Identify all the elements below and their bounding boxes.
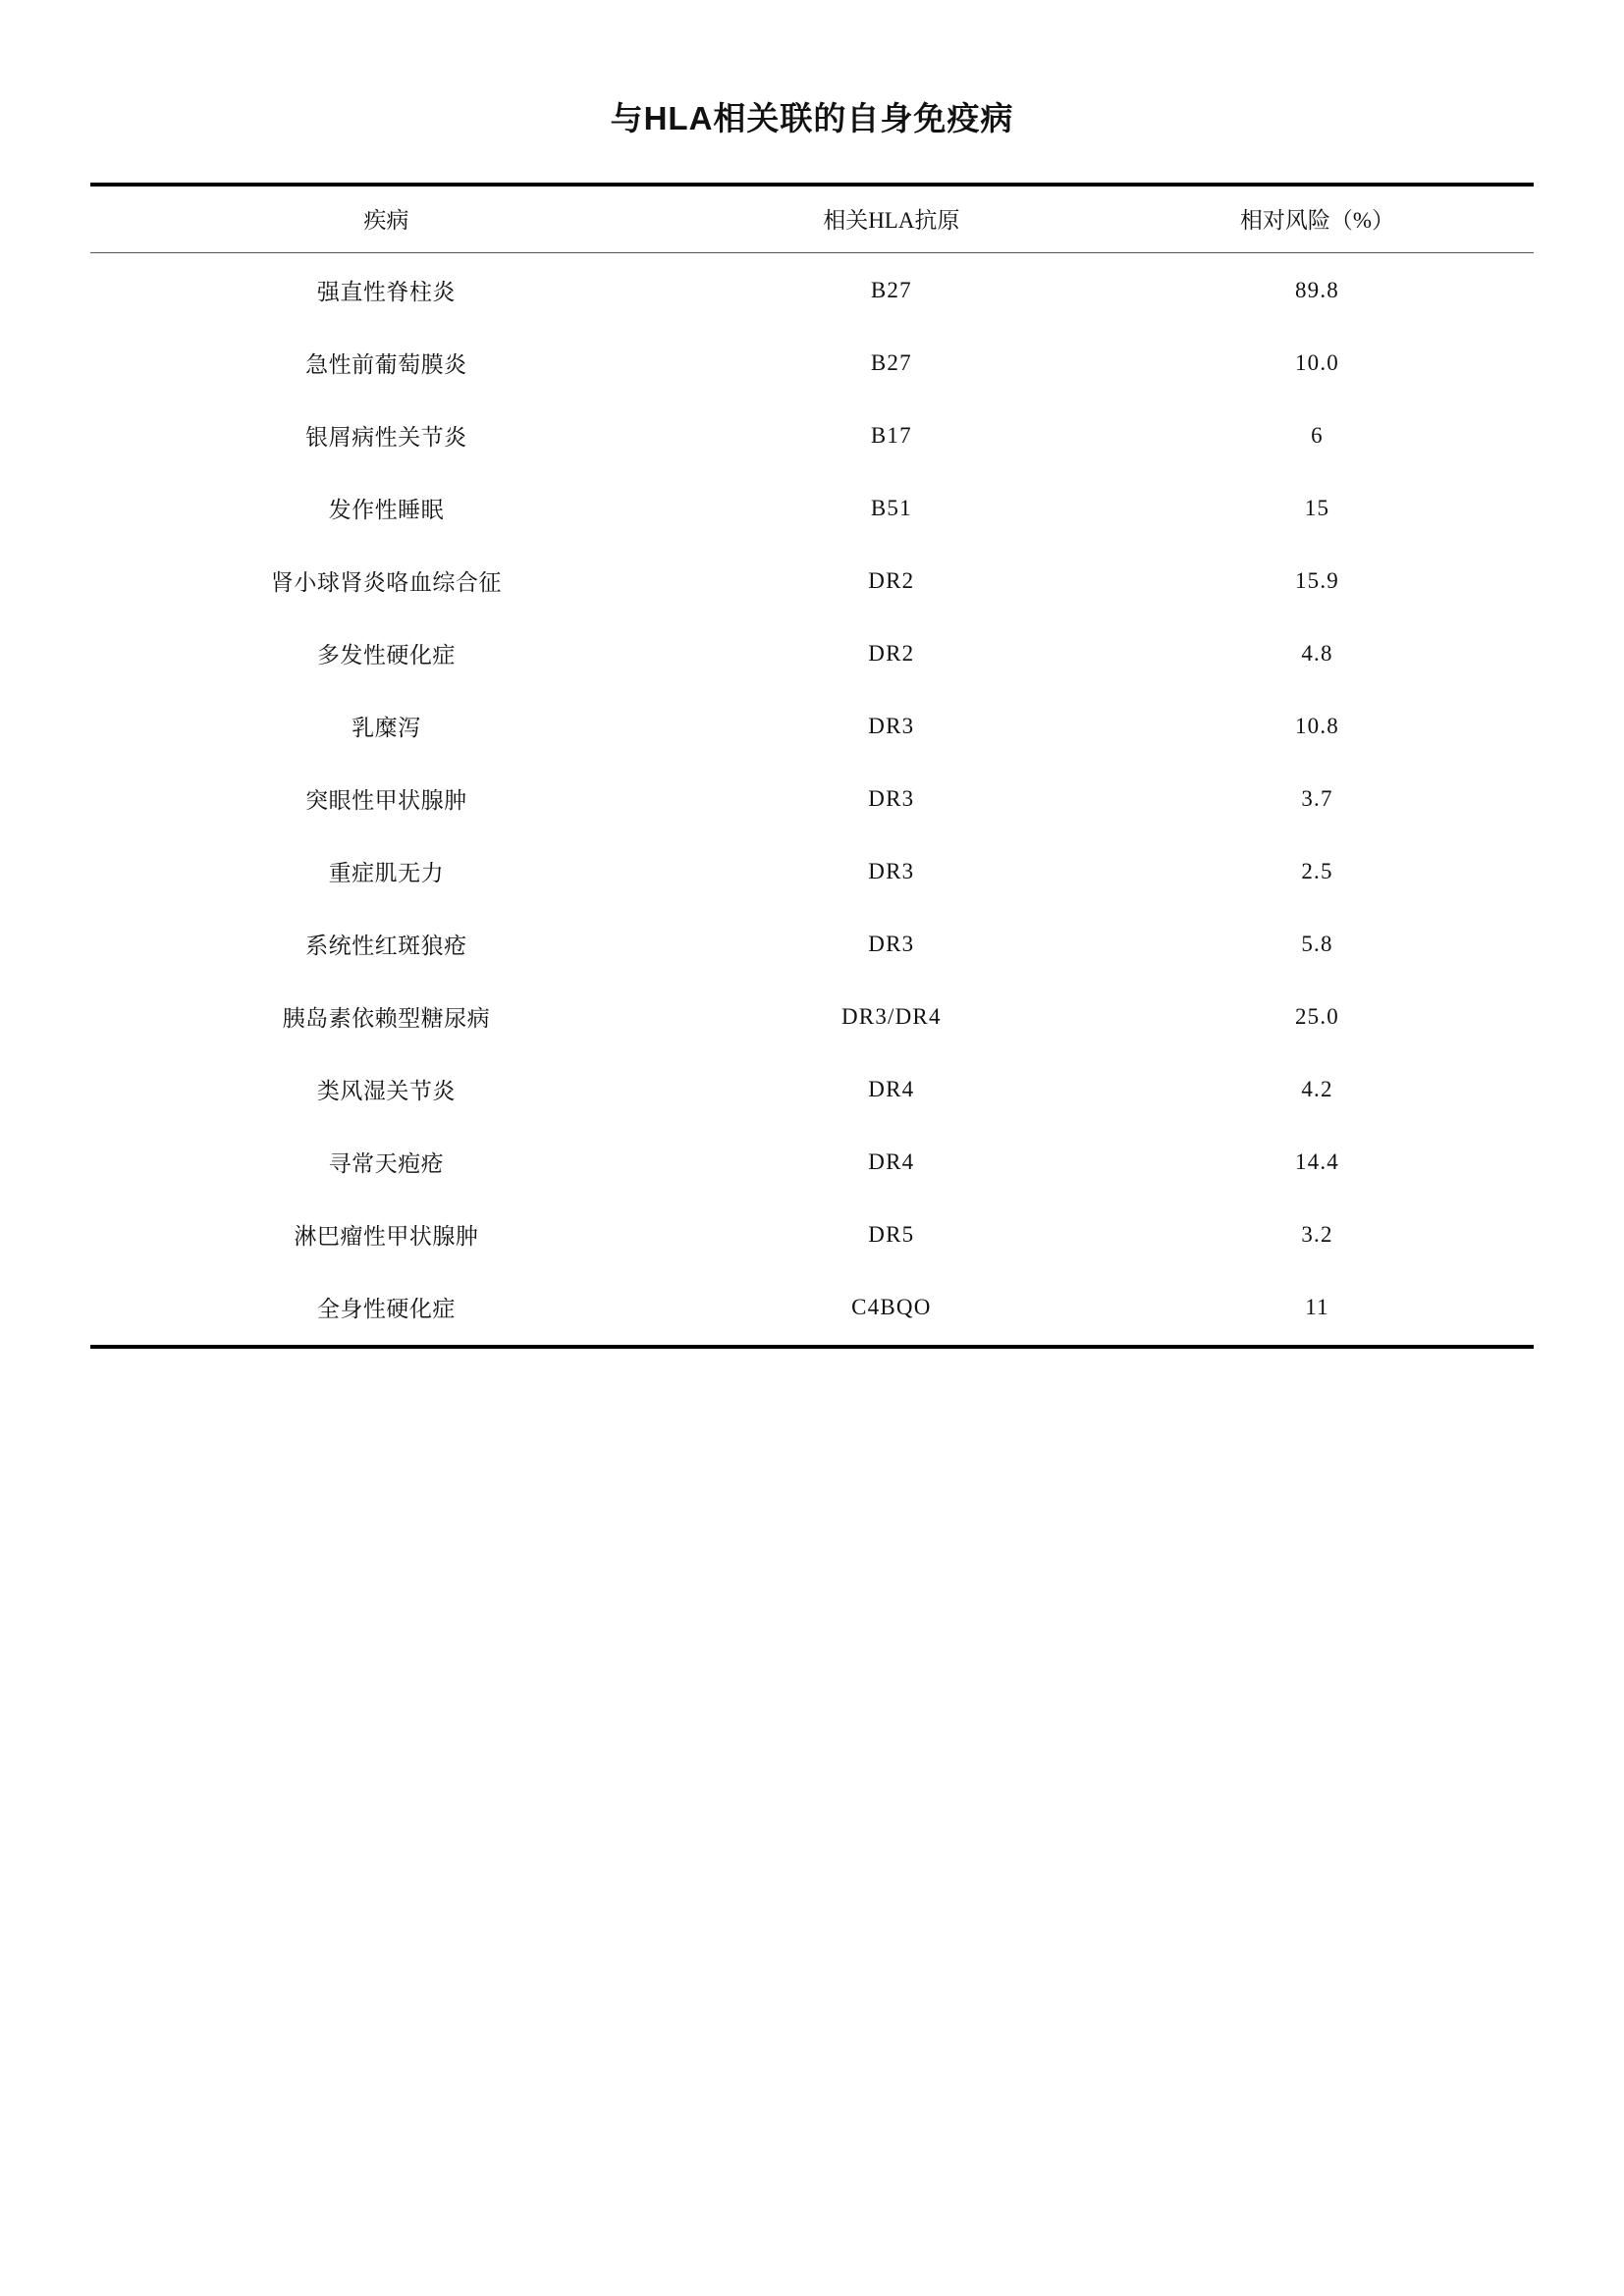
table-row <box>90 1270 1534 1345</box>
cell-disease: 多发性硬化症 <box>316 643 456 667</box>
cell-antigen: DR3/DR4 <box>840 1003 942 1029</box>
cell-relative-risk: 11 <box>1305 1294 1329 1319</box>
cell-relative-risk: 2.5 <box>1301 858 1333 883</box>
cell-antigen: DR3 <box>868 713 915 738</box>
cell-relative-risk: 15 <box>1304 495 1330 520</box>
cell-relative-risk: 25.0 <box>1294 1003 1340 1029</box>
table-row <box>90 253 1534 327</box>
cell-disease: 突眼性甲状腺肿 <box>305 788 467 813</box>
cell-relative-risk: 10.0 <box>1294 349 1340 375</box>
table-row <box>90 1125 1534 1198</box>
cell-disease: 重症肌无力 <box>328 861 445 885</box>
cell-relative-risk: 15.9 <box>1294 567 1340 593</box>
cell-disease: 寻常天疱疮 <box>328 1151 445 1176</box>
cell-antigen: B27 <box>870 349 912 375</box>
cell-antigen: DR3 <box>868 785 915 811</box>
cell-disease: 强直性脊柱炎 <box>316 280 456 304</box>
cell-antigen: DR3 <box>868 931 915 956</box>
cell-disease: 淋巴瘤性甲状腺肿 <box>294 1224 479 1249</box>
column-header-risk: 相对风险（%） <box>1239 208 1395 233</box>
cell-disease: 乳糜泻 <box>352 716 421 740</box>
cell-relative-risk: 4.2 <box>1301 1076 1333 1101</box>
cell-antigen: DR4 <box>868 1148 915 1174</box>
column-header-disease: 疾病 <box>363 208 409 233</box>
hla-association-table <box>90 183 1534 1345</box>
cell-relative-risk: 14.4 <box>1294 1148 1340 1174</box>
cell-antigen: B17 <box>870 422 912 448</box>
table-row <box>90 762 1534 834</box>
cell-disease: 发作性睡眠 <box>328 498 445 522</box>
cell-antigen: B27 <box>870 277 912 302</box>
cell-antigen: DR3 <box>868 858 915 883</box>
cell-disease: 胰岛素依赖型糖尿病 <box>282 1006 491 1031</box>
table-row <box>90 326 1534 399</box>
cell-antigen: DR5 <box>868 1221 915 1247</box>
table-row <box>90 1198 1534 1270</box>
table-row <box>90 907 1534 980</box>
cell-antigen: B51 <box>870 495 912 520</box>
page-title: 与HLA相关联的自身免疫病 <box>610 100 1014 136</box>
table-row <box>90 616 1534 689</box>
cell-relative-risk: 89.8 <box>1294 277 1340 302</box>
table-row <box>90 471 1534 544</box>
cell-relative-risk: 5.8 <box>1301 931 1333 956</box>
table-row <box>90 980 1534 1052</box>
cell-relative-risk: 4.8 <box>1301 640 1333 666</box>
cell-antigen: DR2 <box>868 640 915 666</box>
table-row <box>90 399 1534 471</box>
cell-relative-risk: 10.8 <box>1294 713 1340 738</box>
table-row <box>90 689 1534 762</box>
table-body <box>90 253 1534 1346</box>
cell-disease: 类风湿关节炎 <box>316 1079 456 1103</box>
cell-antigen: DR4 <box>868 1076 915 1101</box>
cell-disease: 全身性硬化症 <box>316 1297 456 1321</box>
table-container <box>90 139 1534 1349</box>
cell-relative-risk: 3.7 <box>1301 785 1333 811</box>
cell-antigen: C4BQO <box>851 1294 932 1319</box>
table-row <box>90 1052 1534 1125</box>
table-bottom-rule <box>90 1345 1534 1349</box>
cell-disease: 系统性红斑狼疮 <box>305 934 467 958</box>
cell-disease: 肾小球肾炎咯血综合征 <box>270 570 502 595</box>
table-row <box>90 834 1534 907</box>
table-header <box>90 185 1534 253</box>
cell-disease: 急性前葡萄膜炎 <box>305 352 467 377</box>
cell-relative-risk: 6 <box>1311 422 1324 448</box>
cell-disease: 银屑病性关节炎 <box>305 425 467 450</box>
column-header-antigen: 相关HLA抗原 <box>823 208 960 233</box>
table-row <box>90 544 1534 616</box>
cell-antigen: DR2 <box>868 567 915 593</box>
cell-relative-risk: 3.2 <box>1301 1221 1333 1247</box>
